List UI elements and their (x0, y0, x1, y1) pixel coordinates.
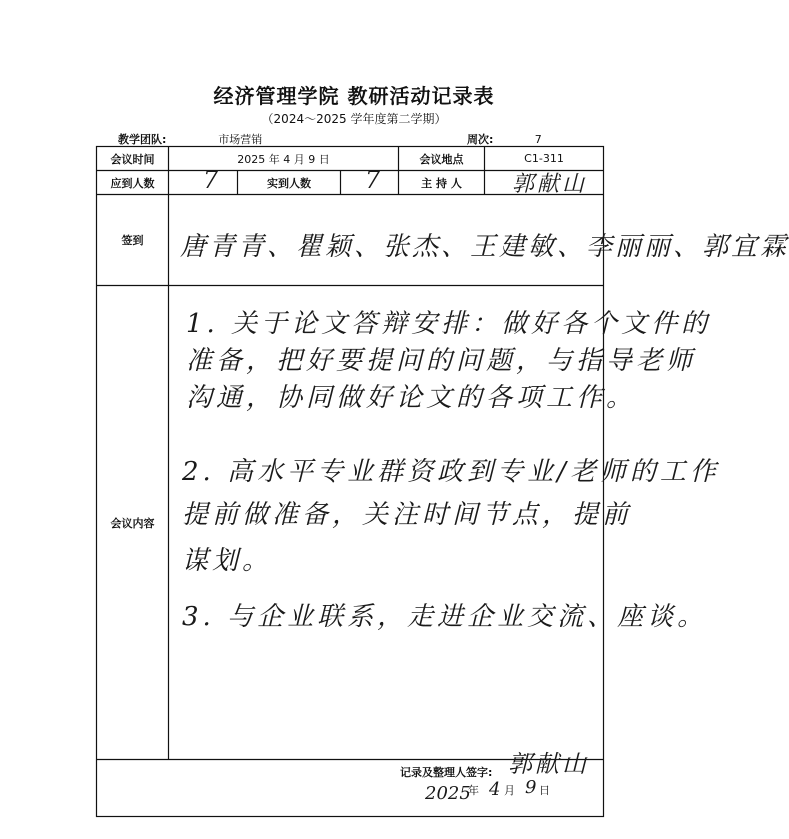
meeting-time-label: 会议时间 (110, 152, 155, 166)
content-line-4: 2. 高水平专业群资政到专业/老师的工作 (182, 457, 720, 487)
recorder-label: 记录及整理人签字: (400, 766, 493, 779)
sign-month: 4 (489, 779, 501, 800)
location-value: C1-311 (524, 152, 564, 165)
team-field (118, 131, 306, 147)
content-label: 会议内容 (110, 516, 155, 530)
sign-day: 9 (525, 777, 537, 798)
form-title: 经济管理学院 教研活动记录表 (213, 84, 495, 108)
meeting-time-value: 2025 年 4 月 9 日 (237, 152, 330, 166)
team-label: 教学团队: (118, 133, 167, 146)
content-line-1: 1. 关于论文答辩安排：做好各个文件的 (186, 309, 712, 339)
actual-value: 7 (365, 166, 381, 194)
week-label: 周次: (467, 133, 494, 146)
recorder-signature: 郭献山 (508, 750, 589, 778)
content-line-5: 提前做准备，关注时间节点，提前 (182, 500, 633, 530)
sign-year: 2025 (425, 783, 471, 804)
week-value: 7 (501, 133, 575, 147)
week-field (467, 131, 575, 147)
location-label: 会议地点 (419, 152, 464, 166)
team-value: 市场营销 (174, 133, 306, 147)
host-label: 主 持 人 (421, 176, 462, 190)
form-subtitle: （2024～2025 学年度第二学期） (261, 112, 447, 126)
content-line-6: 谋划。 (182, 546, 273, 576)
sign-month-unit: 月 (504, 784, 515, 797)
content-line-3: 沟通，协同做好论文的各项工作。 (186, 383, 637, 413)
content-line-7: 3. 与企业联系，走进企业交流、座谈。 (182, 602, 708, 632)
sign-day-unit: 日 (539, 784, 550, 797)
actual-label: 实到人数 (267, 176, 311, 190)
signin-names: 唐青青、瞿颖、张杰、王建敏、李丽丽、郭宜霖 (180, 232, 789, 262)
content-line-2: 准备，把好要提问的问题，与指导老师 (186, 346, 697, 376)
expected-label: 应到人数 (110, 176, 155, 190)
signin-label: 签到 (121, 234, 144, 247)
sign-year-unit: 年 (468, 784, 479, 797)
host-value: 郭献山 (512, 172, 588, 197)
expected-value: 7 (203, 166, 219, 194)
